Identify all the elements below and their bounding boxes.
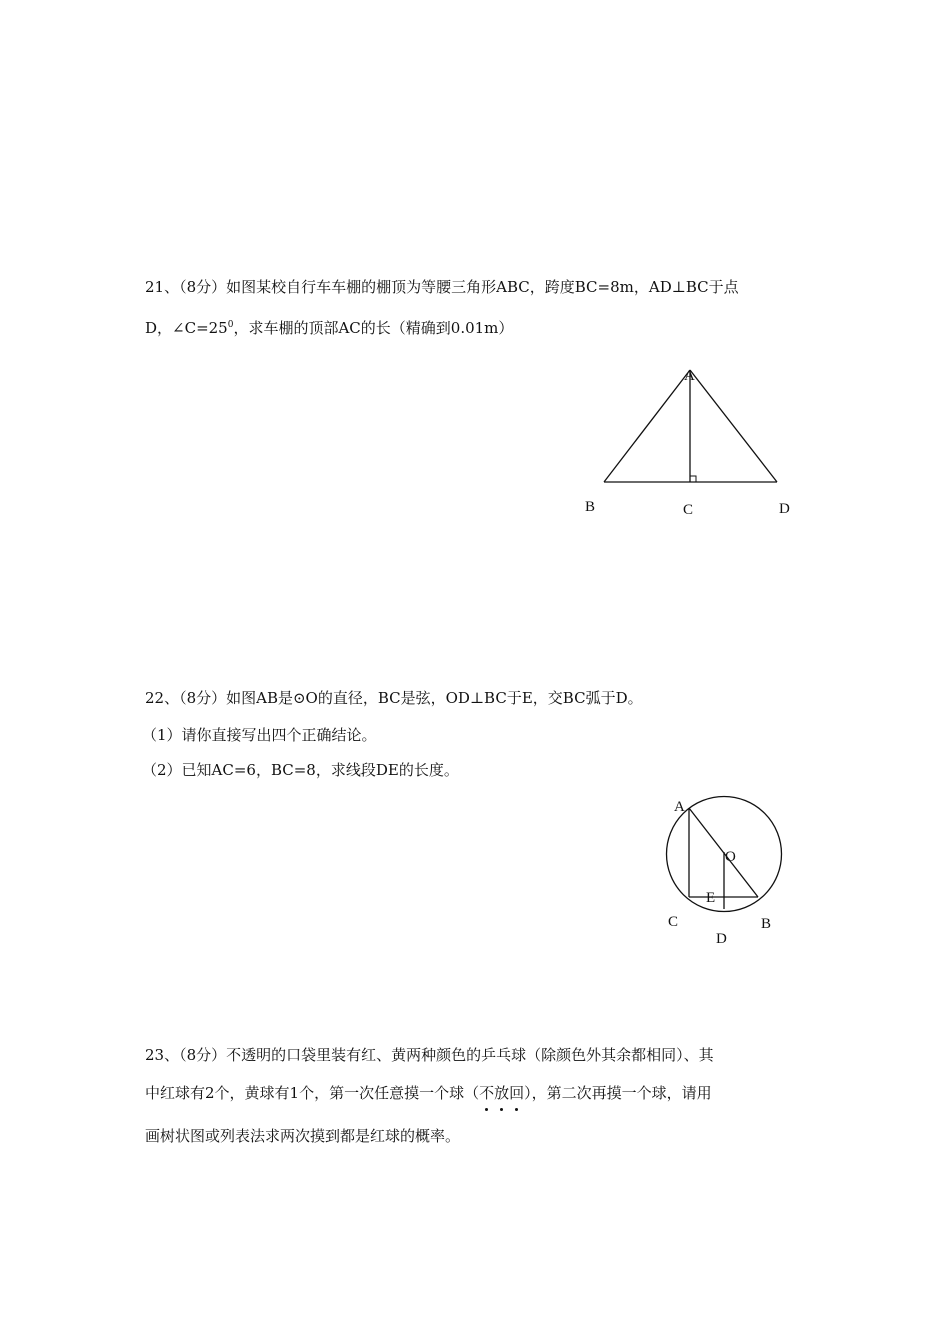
q22-line-1: 22、（8分）如图AB是⊙O的直径，BC是弦，OD⊥BC于E，交BC弧于D。 xyxy=(145,689,643,707)
label-c: C xyxy=(683,502,694,518)
emphasis-char-3: 回 xyxy=(509,1084,525,1102)
q23-line-3: 画树状图或列表法求两次摸到都是红球的概率。 xyxy=(145,1127,461,1145)
side-ab xyxy=(604,370,690,482)
q21-triangle-figure xyxy=(575,362,805,522)
label-a: A xyxy=(674,799,685,815)
label-o: O xyxy=(725,849,736,865)
q22-circle-figure xyxy=(655,790,795,950)
q21-line-2-text-b: ，求车棚的顶部AC的长（精确到0.01m） xyxy=(233,319,514,337)
right-angle-mark xyxy=(690,476,696,482)
q22-line-2: （1）请你直接写出四个正确结论。 xyxy=(142,726,377,744)
q23-line-2-text-b: ），第二次再摸一个球，请用 xyxy=(524,1084,712,1102)
emphasis-char-1: 不 xyxy=(479,1084,495,1102)
label-d: D xyxy=(779,501,790,517)
q21-line-2 xyxy=(145,318,513,338)
q23-line-2 xyxy=(145,1083,712,1103)
label-e: E xyxy=(706,890,716,906)
label-d: D xyxy=(716,931,727,947)
label-a: A xyxy=(684,368,695,384)
emphasis-char-2: 放 xyxy=(494,1084,510,1102)
q21-line-1: 21、（8分）如图某校自行车车棚的棚顶为等腰三角形ABC，跨度BC=8m，AD⊥BC于点 xyxy=(145,278,739,296)
degree-superscript: 0 xyxy=(227,320,234,330)
label-b: B xyxy=(761,916,772,932)
q21-line-2-text-a: D，∠C=25 xyxy=(145,319,228,337)
label-c: C xyxy=(668,914,679,930)
side-ad xyxy=(690,370,777,482)
q23-line-2-text-a: 中红球有2个，黄球有1个，第一次任意摸一个球（ xyxy=(145,1084,480,1102)
q22-line-3: （2）已知AC=6，BC=8，求线段DE的长度。 xyxy=(142,761,459,779)
q23-line-1: 23、（8分）不透明的口袋里装有红、黄两种颜色的乒乓球（除颜色外其余都相同）、其 xyxy=(145,1046,714,1064)
label-b: B xyxy=(585,499,596,515)
